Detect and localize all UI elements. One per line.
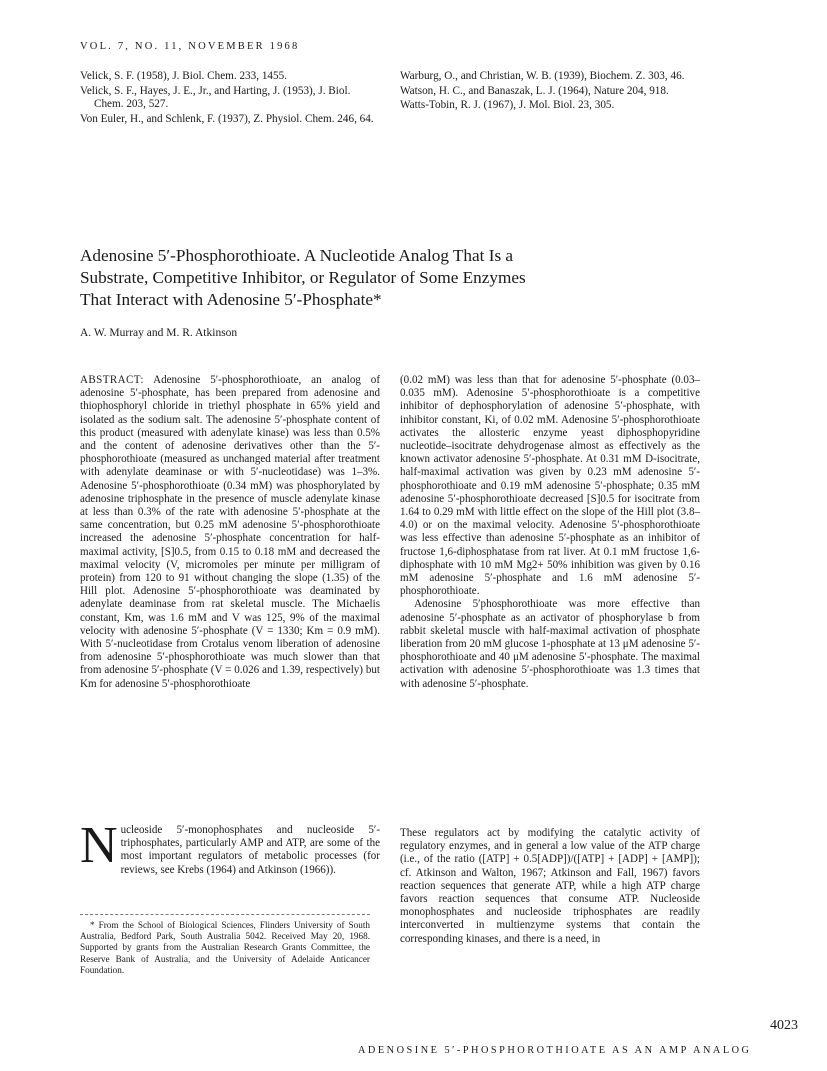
article-title: Adenosine 5′-Phosphorothioate. A Nucleotide Analog That Is a Substrate, Competitive Inhibitor, or Regulator of Some Enzymes That Interact with Adenosine 5′-Phosphate* xyxy=(80,246,526,309)
footnote-divider xyxy=(80,914,370,915)
footnote-text: * From the School of Biological Sciences, Flinders University of South Australia, Bedford Park, South Australia 5042. Received May 20, 1968. Supported by grants from the Australian Research Grants Committee, the Reserve Bank of Australia, and the University of Adelaide Anticancer Foundation. xyxy=(80,920,370,975)
journal-running-head: VOL. 7, NO. 11, NOVEMBER 1968 xyxy=(80,41,300,52)
abstract-text: (0.02 mM) was less than that for adenosine 5′-phosphate (0.03–0.035 mM). Adenosine 5′-phosphorothioate is a competitive inhibitor of dephosphorylation of adenosine 5′-phosphate, with inhibitor constant, Ki, of 0.02 mM. Adenosine 5′-phosphorothioate activates the allosteric enzyme yeast diphosphopyridine nucleotide–isocitrate dehydrogenase almost as effectively as the known activator adenosine 5′-phosphate. At 0.31 mM D-isocitrate, half-maximal activation was given by 0.23 mM adenosine 5′-phosphorothioate and 0.19 mM adenosine 5′-phosphate; 0.35 mM adenosine 5′-phosphorothioate decreased [S]0.5 for isocitrate from 1.64 to 0.29 mM with little effect on the slope of the Hill plot (3.8–4.0) or on the maximal velocity. Adenosine 5′-phosphorothioate was less effective than adenosine 5′-phosphate as an inhibitor of fructose 1,6-diphosphatase from rat liver. At 0.1 mM fructose 1,6-diphosphate with 10 mM Mg2+ 50% inhibition was given by 0.16 mM adenosine 5′-phosphate and 1.6 mM adenosine 5′-phosphorothioate. xyxy=(400,374,700,598)
footer-running-title: ADENOSINE 5′-PHOSPHOROTHIOATE AS AN AMP ANALOG xyxy=(358,1045,752,1056)
intro-text: ucleoside 5′-monophosphates and nucleoside 5′-triphosphates, particularly AMP and ATP, are some of the most important regulators of metabolic processes (for reviews, see Krebs (1964) and Atkinson (1966)). xyxy=(120,824,380,876)
abstract-left-column xyxy=(80,374,380,691)
article-authors: A. W. Murray and M. R. Atkinson xyxy=(80,327,238,339)
reference-entry: Watts-Tobin, R. J. (1967), J. Mol. Biol. 23, 305. xyxy=(400,99,615,112)
page-number: 4023 xyxy=(770,1018,798,1033)
intro-right-column xyxy=(400,827,700,946)
footnote xyxy=(80,920,370,976)
abstract-label: ABSTRACT: xyxy=(80,374,144,386)
drop-cap: N xyxy=(80,817,118,874)
reference-entry: Warburg, O., and Christian, W. B. (1939), Biochem. Z. 303, 46. xyxy=(400,70,685,82)
reference-entry: Velick, S. F., Hayes, J. E., Jr., and Harting, J. (1953), J. Biol. Chem. 203, 527. xyxy=(80,84,351,111)
reference-entry: Watson, H. C., and Banaszak, L. J. (1964), Nature 204, 918. xyxy=(400,84,669,97)
reference-entry: Velick, S. F. (1958), J. Biol. Chem. 233, 1455. xyxy=(80,70,288,82)
references-right-column xyxy=(400,70,700,114)
abstract-text: Adenosine 5′-phosphorothioate, an analog of adenosine 5′-phosphate, has been prepared from adenosine and thiophosphoryl chloride in triethyl phosphate in 65% yield and isolated as the sodium salt. The adenosine 5′-phosphate content of this product (measured with adenylate kinase) was less than 0.5% and the content of adenosine derivatives other than the 5′-phosphorothioate (measured as unchanged material after treatment with adenylate deaminase or with 5′-nucleotidase) was 1–3%. Adenosine 5′-phosphorothioate (0.34 mM) was phosphorylated by adenosine triphosphate in the presence of muscle adenylate kinase at less than 0.3% of the rate with adenosine 5′-phosphate at the same concentration, but 0.25 mM adenosine 5′-phosphorothioate increased the adenosine 5′-phosphate concentration for half-maximal activity, [S]0.5, from 0.15 to 0.18 mM and decreased the maximal velocity (V, micromoles per minute per milligram of protein) from 120 to 91 without changing the slope (1.35) of the Hill plot. Adenosine 5′-phosphorothioate was deaminated by adenylate deaminase from rat skeletal muscle. The Michaelis constant, Km, was 1.6 mM and V was 125, 9% of the maximal velocity with adenosine 5′-phosphate (V = 1330; Km = 0.9 mM). With 5′-nucleotidase from Crotalus venom liberation of adenosine from adenosine 5′-phosphorothioate was much slower than that from adenosine 5′-phosphate (V = 0.026 and 1.39, respectively) but Km for adenosine 5′-phosphorothioate xyxy=(80,374,380,690)
abstract-text: Adenosine 5′phosphorothioate was more effective than adenosine 5′-phosphate as an activator of phosphorylase b from rabbit skeletal muscle with half-maximal activation of phosphate liberation from 20 mM glucose 1-phosphate at 13 μM adenosine 5′-phosphorothioate and 40 μM adenosine 5′-phosphate. The maximal activation with adenosine 5′-phosphorothioate was 1.3 times that with adenosine 5′-phosphate. xyxy=(400,598,700,690)
reference-entry: Von Euler, H., and Schlenk, F. (1937), Z. Physiol. Chem. 246, 64. xyxy=(80,112,374,125)
intro-left-column xyxy=(80,817,380,877)
abstract-right-column xyxy=(400,374,700,691)
references-left-column xyxy=(80,70,380,127)
intro-text: These regulators act by modifying the catalytic activity of regulatory enzymes, and in general a low value of the ATP charge (i.e., of the ratio ([ATP] + 0.5[ADP])/([ATP] + [ADP] + [AMP]); cf. Atkinson and Walton, 1967; Atkinson and Fall, 1967) favors reaction sequences that generate ATP, while a high ATP charge favors reaction sequences that consume ATP. Nucleoside monophosphates and nucleoside triphosphates are readily interconverted in multienzyme systems that contain the corresponding kinases, and there is a need, in xyxy=(400,827,700,945)
